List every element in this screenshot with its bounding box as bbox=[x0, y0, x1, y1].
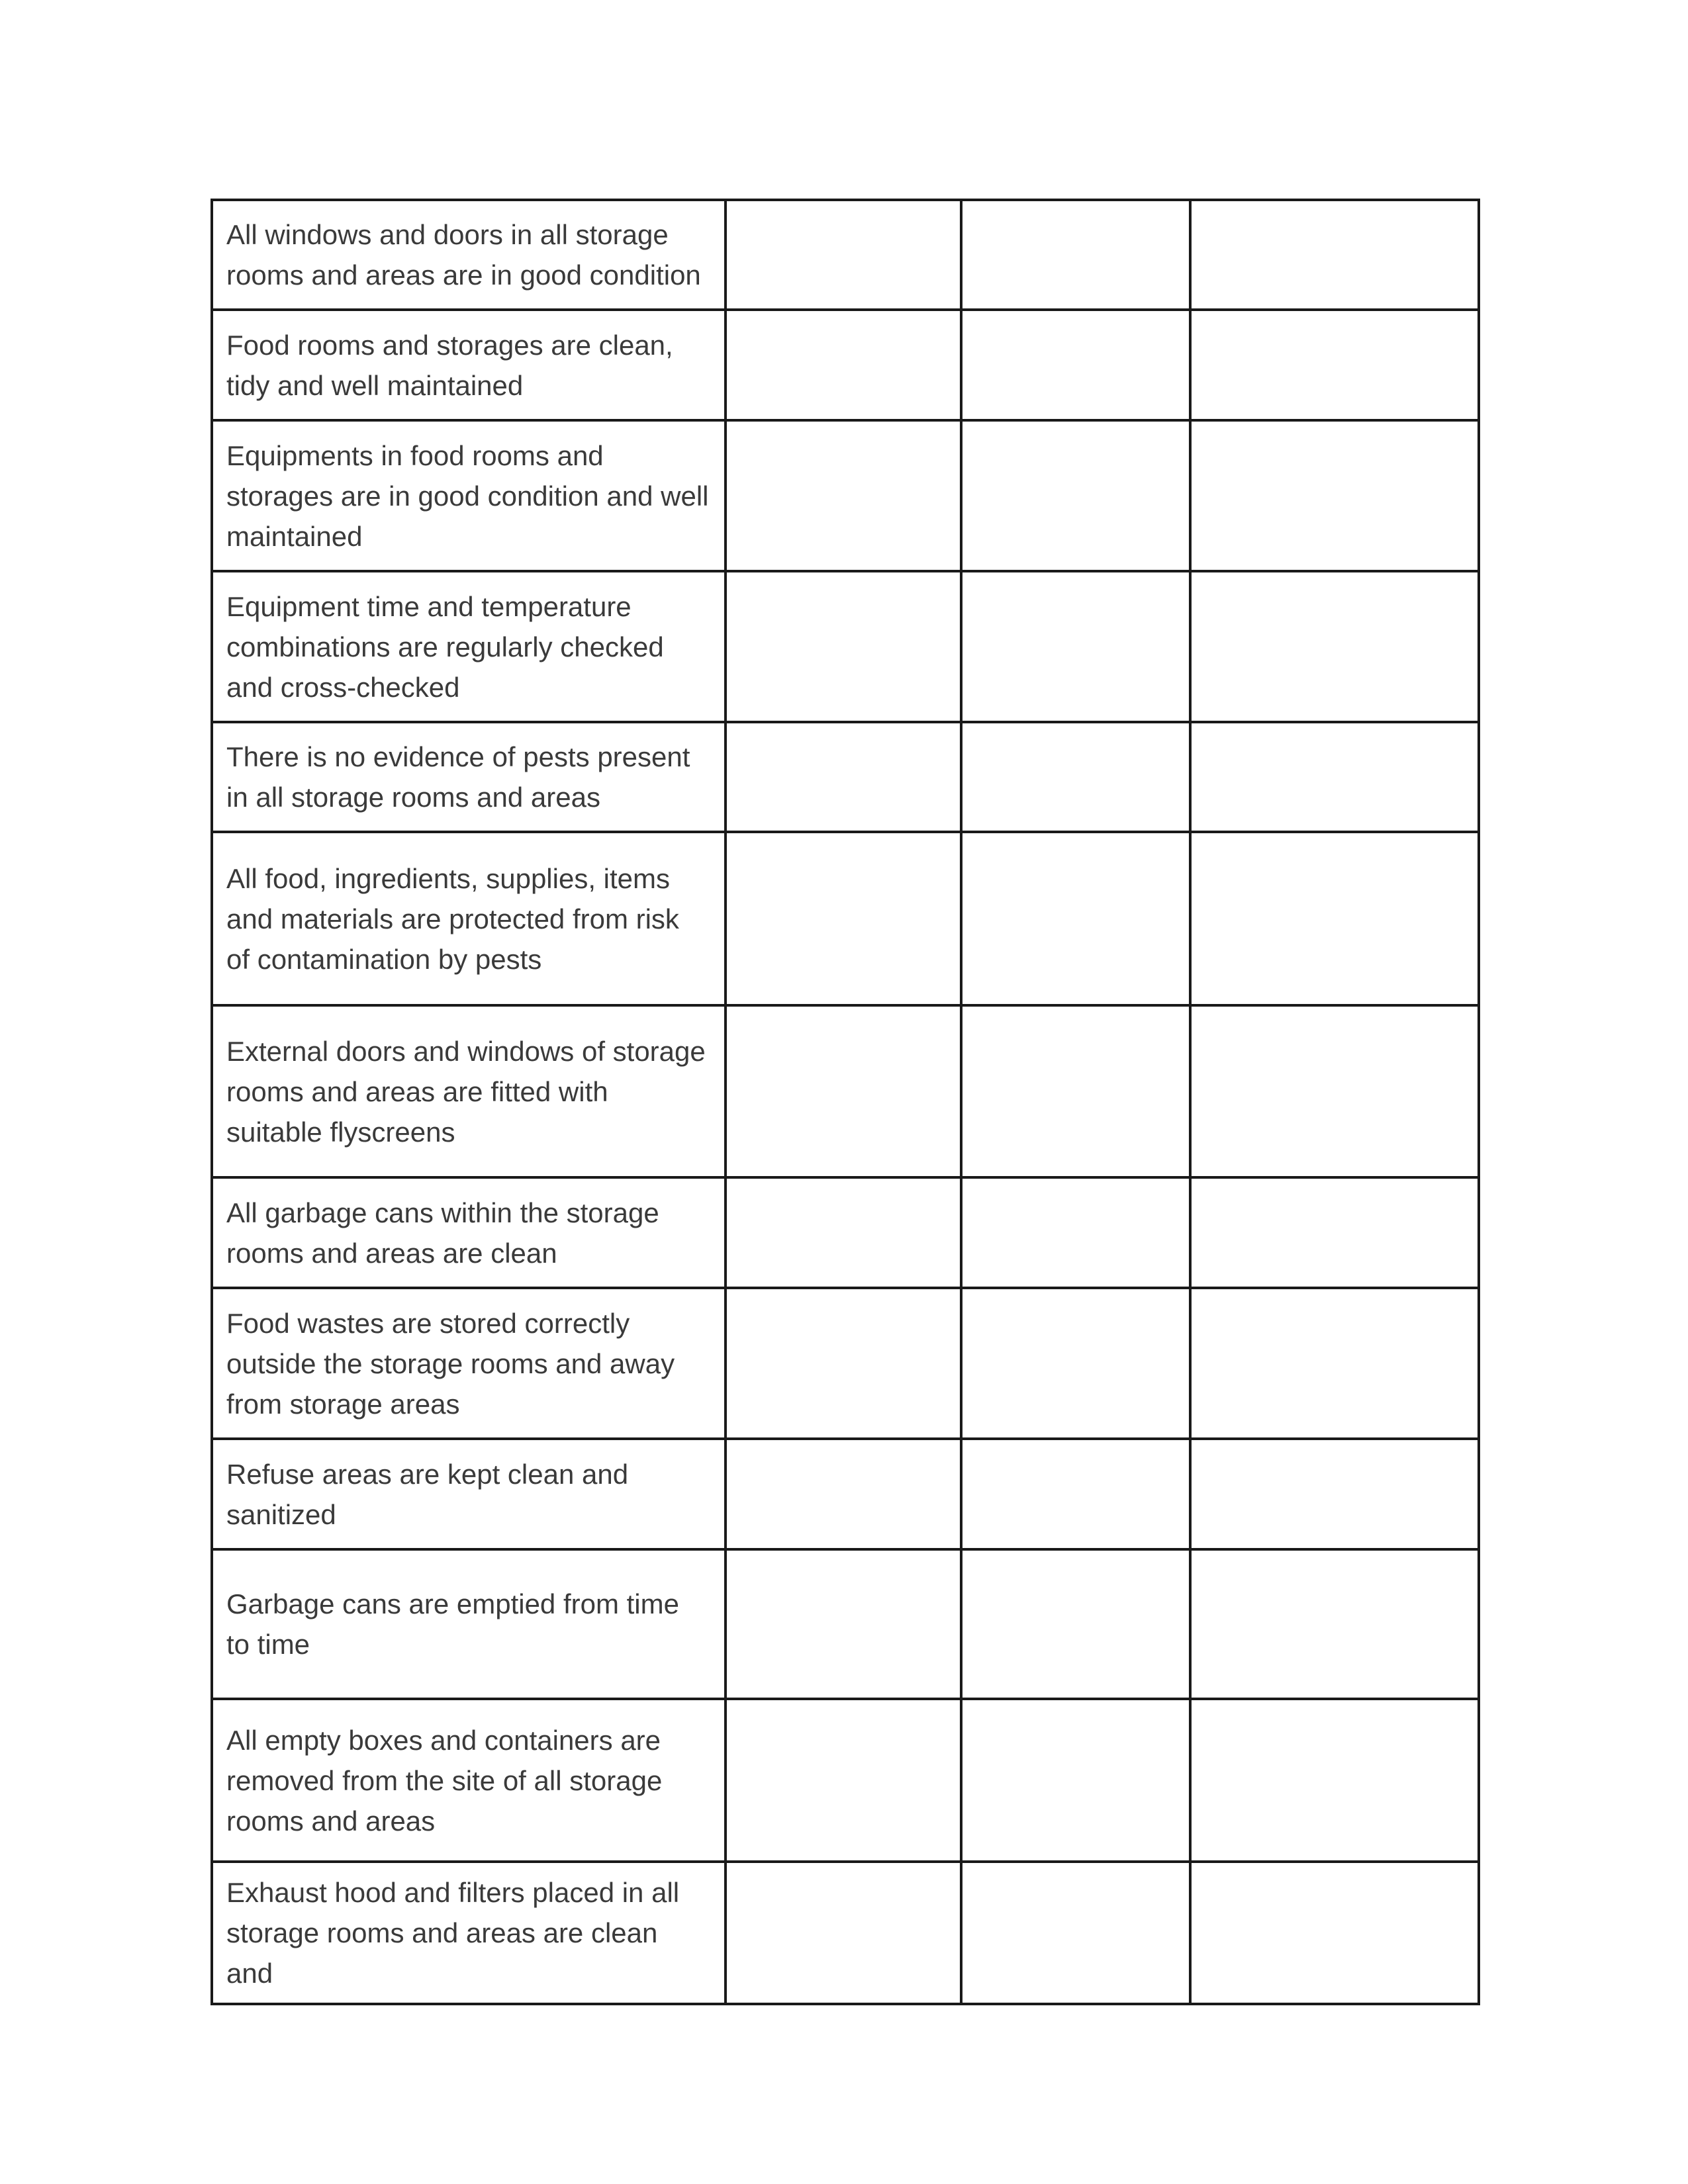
notes-cell[interactable] bbox=[1190, 310, 1479, 420]
check-cell[interactable] bbox=[726, 571, 961, 722]
check-cell[interactable] bbox=[961, 1549, 1190, 1699]
checklist-item-text: Food rooms and storages are clean, tidy and well maintained bbox=[212, 310, 726, 420]
checklist-table bbox=[211, 199, 1480, 2005]
checklist-item-text: Equipments in food rooms and storages are in good condition and well maintained bbox=[212, 420, 726, 571]
checklist-item-text: All empty boxes and containers are removed from the site of all storage rooms and areas bbox=[212, 1699, 726, 1862]
table-row bbox=[212, 200, 1479, 310]
check-cell[interactable] bbox=[961, 1862, 1190, 2004]
check-cell[interactable] bbox=[961, 722, 1190, 832]
check-cell[interactable] bbox=[726, 1005, 961, 1177]
table-row bbox=[212, 1288, 1479, 1439]
table-row bbox=[212, 1862, 1479, 2004]
checklist-item-text: Equipment time and temperature combinations are regularly checked and cross-checked bbox=[212, 571, 726, 722]
checklist-item-text: Exhaust hood and filters placed in all storage rooms and areas are clean and bbox=[212, 1862, 726, 2004]
check-cell[interactable] bbox=[961, 1439, 1190, 1549]
check-cell[interactable] bbox=[726, 1699, 961, 1862]
notes-cell[interactable] bbox=[1190, 571, 1479, 722]
check-cell[interactable] bbox=[726, 200, 961, 310]
notes-cell[interactable] bbox=[1190, 1549, 1479, 1699]
checklist-item-text: All windows and doors in all storage rooms and areas are in good condition bbox=[212, 200, 726, 310]
check-cell[interactable] bbox=[961, 1005, 1190, 1177]
checklist-item-text: There is no evidence of pests present in all storage rooms and areas bbox=[212, 722, 726, 832]
table-row bbox=[212, 420, 1479, 571]
check-cell[interactable] bbox=[961, 1177, 1190, 1288]
table-row bbox=[212, 571, 1479, 722]
table-row bbox=[212, 1699, 1479, 1862]
notes-cell[interactable] bbox=[1190, 420, 1479, 571]
check-cell[interactable] bbox=[961, 420, 1190, 571]
check-cell[interactable] bbox=[726, 1862, 961, 2004]
check-cell[interactable] bbox=[961, 310, 1190, 420]
check-cell[interactable] bbox=[726, 310, 961, 420]
notes-cell[interactable] bbox=[1190, 200, 1479, 310]
check-cell[interactable] bbox=[961, 200, 1190, 310]
check-cell[interactable] bbox=[726, 420, 961, 571]
notes-cell[interactable] bbox=[1190, 1862, 1479, 2004]
table-row bbox=[212, 1549, 1479, 1699]
notes-cell[interactable] bbox=[1190, 1177, 1479, 1288]
check-cell[interactable] bbox=[961, 832, 1190, 1005]
checklist-item-text: Refuse areas are kept clean and sanitized bbox=[212, 1439, 726, 1549]
check-cell[interactable] bbox=[726, 1288, 961, 1439]
checklist-item-text: All food, ingredients, supplies, items and materials are protected from risk of contamination by pests bbox=[212, 832, 726, 1005]
checklist-item-text: Garbage cans are emptied from time to time bbox=[212, 1549, 726, 1699]
check-cell[interactable] bbox=[961, 1699, 1190, 1862]
table-row bbox=[212, 1177, 1479, 1288]
table-row bbox=[212, 1439, 1479, 1549]
checklist-item-text: External doors and windows of storage rooms and areas are fitted with suitable flyscreens bbox=[212, 1005, 726, 1177]
check-cell[interactable] bbox=[726, 1439, 961, 1549]
check-cell[interactable] bbox=[726, 722, 961, 832]
check-cell[interactable] bbox=[961, 1288, 1190, 1439]
table-row bbox=[212, 1005, 1479, 1177]
check-cell[interactable] bbox=[726, 832, 961, 1005]
notes-cell[interactable] bbox=[1190, 1699, 1479, 1862]
check-cell[interactable] bbox=[726, 1549, 961, 1699]
table-row bbox=[212, 722, 1479, 832]
checklist-item-text: All garbage cans within the storage rooms and areas are clean bbox=[212, 1177, 726, 1288]
notes-cell[interactable] bbox=[1190, 722, 1479, 832]
check-cell[interactable] bbox=[961, 571, 1190, 722]
notes-cell[interactable] bbox=[1190, 1439, 1479, 1549]
check-cell[interactable] bbox=[726, 1177, 961, 1288]
checklist-item-text: Food wastes are stored correctly outside the storage rooms and away from storage areas bbox=[212, 1288, 726, 1439]
table-row bbox=[212, 310, 1479, 420]
table-row bbox=[212, 832, 1479, 1005]
notes-cell[interactable] bbox=[1190, 1288, 1479, 1439]
notes-cell[interactable] bbox=[1190, 832, 1479, 1005]
notes-cell[interactable] bbox=[1190, 1005, 1479, 1177]
